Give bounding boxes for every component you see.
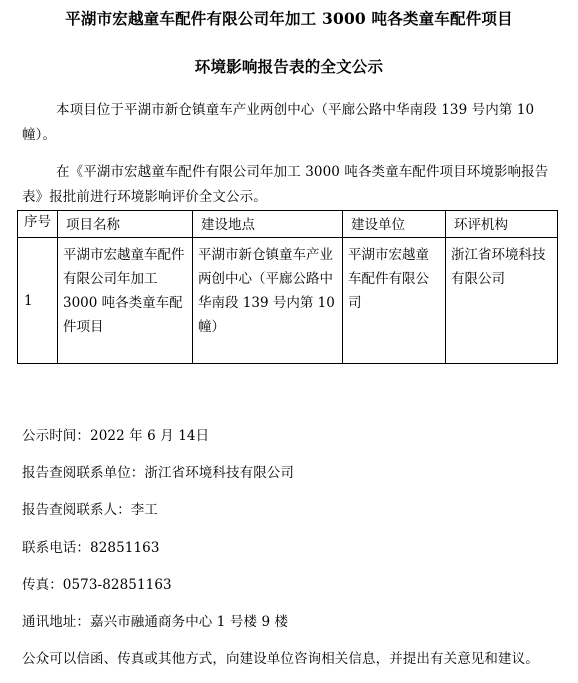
header-location: 建设地点 [193, 211, 343, 238]
table-header-row [18, 211, 558, 238]
project-location-paragraph: 本项目位于平湖市新仓镇童车产业两创中心（平廊公路中华南段 139 号内第 10 幢）。 [22, 102, 535, 143]
contact-address: 通讯地址：嘉兴市融通商务中心 1 号楼 9 楼 [22, 614, 289, 630]
header-seq: 序号 [18, 211, 58, 238]
cell-project-name: 平湖市宏越童车配件有限公司年加工 3000 吨各类童车配件项目 [58, 238, 193, 364]
header-builder: 建设单位 [343, 211, 446, 238]
document-title-line-1: 平湖市宏越童车配件有限公司年加工 3000 吨各类童车配件项目 [65, 9, 513, 28]
cell-builder: 平湖市宏越童车配件有限公司 [343, 238, 446, 364]
cell-seq: 1 [18, 238, 58, 364]
public-feedback-note: 公众可以信函、传真或其他方式，向建设单位咨询相关信息，并提出有关意见和建议。 [22, 651, 539, 667]
contact-phone: 联系电话：82851163 [22, 540, 160, 556]
document-title-line-2: 环境影响报告表的全文公示 [194, 57, 384, 76]
contact-person: 报告查阅联系人：李工 [22, 502, 158, 518]
table-row [18, 238, 558, 364]
contact-unit: 报告查阅联系单位：浙江省环境科技有限公司 [22, 465, 294, 481]
header-project-name: 项目名称 [58, 211, 193, 238]
cell-agency: 浙江省环境科技有限公司 [446, 238, 558, 364]
project-table [17, 210, 558, 364]
publication-paragraph: 在《平湖市宏越童车配件有限公司年加工 3000 吨各类童车配件项目环境影响报告表》报批前进行环境影响评价全文公示。 [22, 164, 549, 205]
contact-fax: 传真：0573-82851163 [22, 577, 172, 593]
cell-location: 平湖市新仓镇童车产业两创中心（平廊公路中华南段 139 号内第 10 幢） [193, 238, 343, 364]
publish-time: 公示时间：2022 年 6 月 14日 [22, 428, 210, 444]
header-agency: 环评机构 [446, 211, 558, 238]
